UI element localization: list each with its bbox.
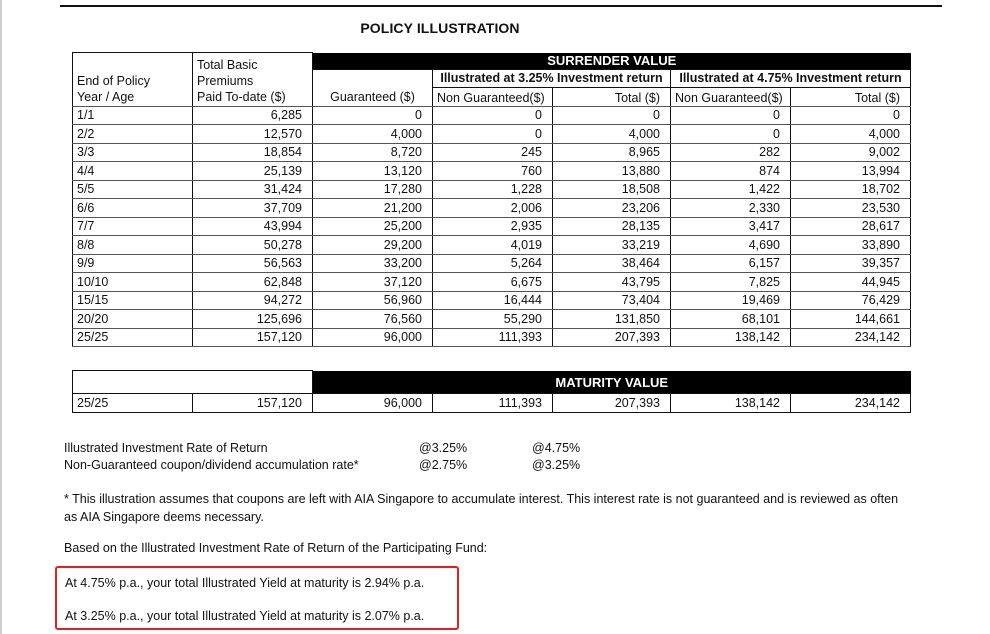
cell-guaranteed: 17,280 [313,180,433,199]
cell-guaranteed: 13,120 [313,162,433,181]
cell-ng-475: 19,469 [671,291,791,310]
cell-ng-325: 55,290 [433,310,553,329]
yield-high-text: At 4.75% p.a., your total Illustrated Yield at maturity is 2.94% p.a. [65,576,425,590]
cell-ng-325: 2,006 [433,199,553,218]
cell-ng-325: 5,264 [433,254,553,273]
cell-premiums: 12,570 [193,125,313,144]
cell-ng-325: 111,393 [433,328,553,347]
cell-guaranteed: 4,000 [313,125,433,144]
cell-total-475: 33,890 [791,236,911,255]
cell-ng-475: 68,101 [671,310,791,329]
cell-year: 5/5 [73,180,193,199]
cell-ng-475: 6,157 [671,254,791,273]
cell-total-475: 23,530 [791,199,911,218]
cell-total-475: 76,429 [791,291,911,310]
cell-year: 6/6 [73,199,193,218]
cell-year: 3/3 [73,143,193,162]
header-total-475: Total ($) [791,88,911,107]
surrender-value-table [72,52,911,347]
cell-total-475: 44,945 [791,273,911,292]
cell-guaranteed: 21,200 [313,199,433,218]
cell-guaranteed: 33,200 [313,254,433,273]
cell-total-325: 18,508 [553,180,671,199]
cell-premiums: 43,994 [193,217,313,236]
cell-ng-325: 245 [433,143,553,162]
page-left-edge [0,0,2,634]
cell-total-325: 73,404 [553,291,671,310]
cell-year: 10/10 [73,273,193,292]
cell-total-475: 144,661 [791,310,911,329]
investment-rate-low: @3.25% [419,441,468,455]
table-row [73,236,911,255]
cell-ng-325: 4,019 [433,236,553,255]
top-divider [60,5,942,7]
cell-year: 20/20 [73,310,193,329]
rate-assumptions [64,440,580,474]
cell-premiums: 125,696 [193,310,313,329]
yield-highlight-box [55,566,459,630]
investment-rate-high: @4.75% [532,441,581,455]
cell-year: 8/8 [73,236,193,255]
cell-ng-325: 1,228 [433,180,553,199]
table-row [73,254,911,273]
cell-guaranteed: 96,000 [313,328,433,347]
cell-total-325: 8,965 [553,143,671,162]
basis-text: Based on the Illustrated Investment Rate of Return of the Participating Fund: [64,541,488,555]
cell-total-325: 0 [553,106,671,125]
cell-ng-475: 3,417 [671,217,791,236]
cell-guaranteed: 8,720 [313,143,433,162]
header-non-guaranteed-325: Non Guaranteed($) [433,88,553,107]
cell-year: 15/15 [73,291,193,310]
coupon-footnote: * This illustration assumes that coupons are left with AIA Singapore to accumulate interest. This interest rate is not guaranteed and is reviewed as often as AIA Singapore deems necessary. [64,492,899,524]
cell-ng-475: 2,330 [671,199,791,218]
cell-year: 1/1 [73,106,193,125]
cell-guaranteed: 56,960 [313,291,433,310]
cell-total-325: 23,206 [553,199,671,218]
cell-premiums: 31,424 [193,180,313,199]
cell-year: 25/25 [73,328,193,347]
cell-ng-325: 2,935 [433,217,553,236]
investment-rate-label: Illustrated Investment Rate of Return [64,441,268,455]
maturity-total-325: 207,393 [553,393,671,412]
cell-total-325: 207,393 [553,328,671,347]
cell-ng-325: 0 [433,106,553,125]
table-row [73,217,911,236]
cell-total-475: 9,002 [791,143,911,162]
cell-year: 7/7 [73,217,193,236]
cell-total-325: 13,880 [553,162,671,181]
coupon-rate-row [64,457,580,474]
cell-premiums: 157,120 [193,328,313,347]
maturity-total-475: 234,142 [791,393,911,412]
cell-total-475: 13,994 [791,162,911,181]
header-scenario-325: Illustrated at 3.25% Investment return [433,69,671,88]
cell-premiums: 6,285 [193,106,313,125]
cell-total-475: 28,617 [791,217,911,236]
table-row [73,328,911,347]
cell-guaranteed: 29,200 [313,236,433,255]
cell-ng-475: 7,825 [671,273,791,292]
cell-guaranteed: 76,560 [313,310,433,329]
cell-year: 4/4 [73,162,193,181]
cell-ng-475: 0 [671,106,791,125]
page-title: POLICY ILLUSTRATION [360,20,520,36]
cell-ng-475: 1,422 [671,180,791,199]
table-row [73,125,911,144]
maturity-premiums: 157,120 [193,393,313,412]
maturity-year: 25/25 [73,393,193,412]
header-guaranteed: Guaranteed ($) [313,69,433,106]
maturity-value-table [72,370,911,413]
maturity-ng-325: 111,393 [433,393,553,412]
header-premiums: Total Basic Premiums Paid To-date ($) [193,53,313,107]
maturity-blank-header [73,371,313,394]
cell-total-475: 234,142 [791,328,911,347]
header-scenario-475: Illustrated at 4.75% Investment return [671,69,911,88]
cell-total-475: 0 [791,106,911,125]
maturity-row [73,393,911,412]
table-row [73,273,911,292]
cell-guaranteed: 0 [313,106,433,125]
coupon-rate-low: @2.75% [419,458,468,472]
cell-total-325: 43,795 [553,273,671,292]
cell-ng-475: 138,142 [671,328,791,347]
header-non-guaranteed-475: Non Guaranteed($) [671,88,791,107]
cell-total-325: 33,219 [553,236,671,255]
cell-ng-475: 0 [671,125,791,144]
cell-total-325: 38,464 [553,254,671,273]
table-row [73,291,911,310]
table-row [73,180,911,199]
cell-ng-325: 6,675 [433,273,553,292]
cell-premiums: 56,563 [193,254,313,273]
cell-total-475: 18,702 [791,180,911,199]
cell-total-325: 28,135 [553,217,671,236]
table-row [73,143,911,162]
table-row [73,199,911,218]
cell-ng-475: 282 [671,143,791,162]
cell-premiums: 62,848 [193,273,313,292]
cell-ng-475: 4,690 [671,236,791,255]
cell-total-325: 131,850 [553,310,671,329]
cell-total-475: 39,357 [791,254,911,273]
cell-premiums: 50,278 [193,236,313,255]
cell-total-475: 4,000 [791,125,911,144]
cell-year: 2/2 [73,125,193,144]
coupon-rate-high: @3.25% [532,458,581,472]
table-row [73,162,911,181]
cell-premiums: 25,139 [193,162,313,181]
header-policy-year: End of Policy Year / Age [73,53,193,107]
header-total-325: Total ($) [553,88,671,107]
maturity-ng-475: 138,142 [671,393,791,412]
maturity-guaranteed: 96,000 [313,393,433,412]
cell-ng-475: 874 [671,162,791,181]
cell-ng-325: 760 [433,162,553,181]
cell-total-325: 4,000 [553,125,671,144]
table-row [73,310,911,329]
cell-premiums: 37,709 [193,199,313,218]
cell-ng-325: 16,444 [433,291,553,310]
cell-guaranteed: 37,120 [313,273,433,292]
coupon-rate-label: Non-Guaranteed coupon/dividend accumulation rate* [64,458,359,472]
maturity-value-header: MATURITY VALUE [313,371,911,394]
yield-low-text: At 3.25% p.a., your total Illustrated Yield at maturity is 2.07% p.a. [65,609,425,623]
investment-rate-row [64,440,580,457]
cell-premiums: 94,272 [193,291,313,310]
table-row [73,106,911,125]
cell-premiums: 18,854 [193,143,313,162]
cell-guaranteed: 25,200 [313,217,433,236]
cell-year: 9/9 [73,254,193,273]
surrender-value-header: SURRENDER VALUE [313,53,911,70]
cell-ng-325: 0 [433,125,553,144]
